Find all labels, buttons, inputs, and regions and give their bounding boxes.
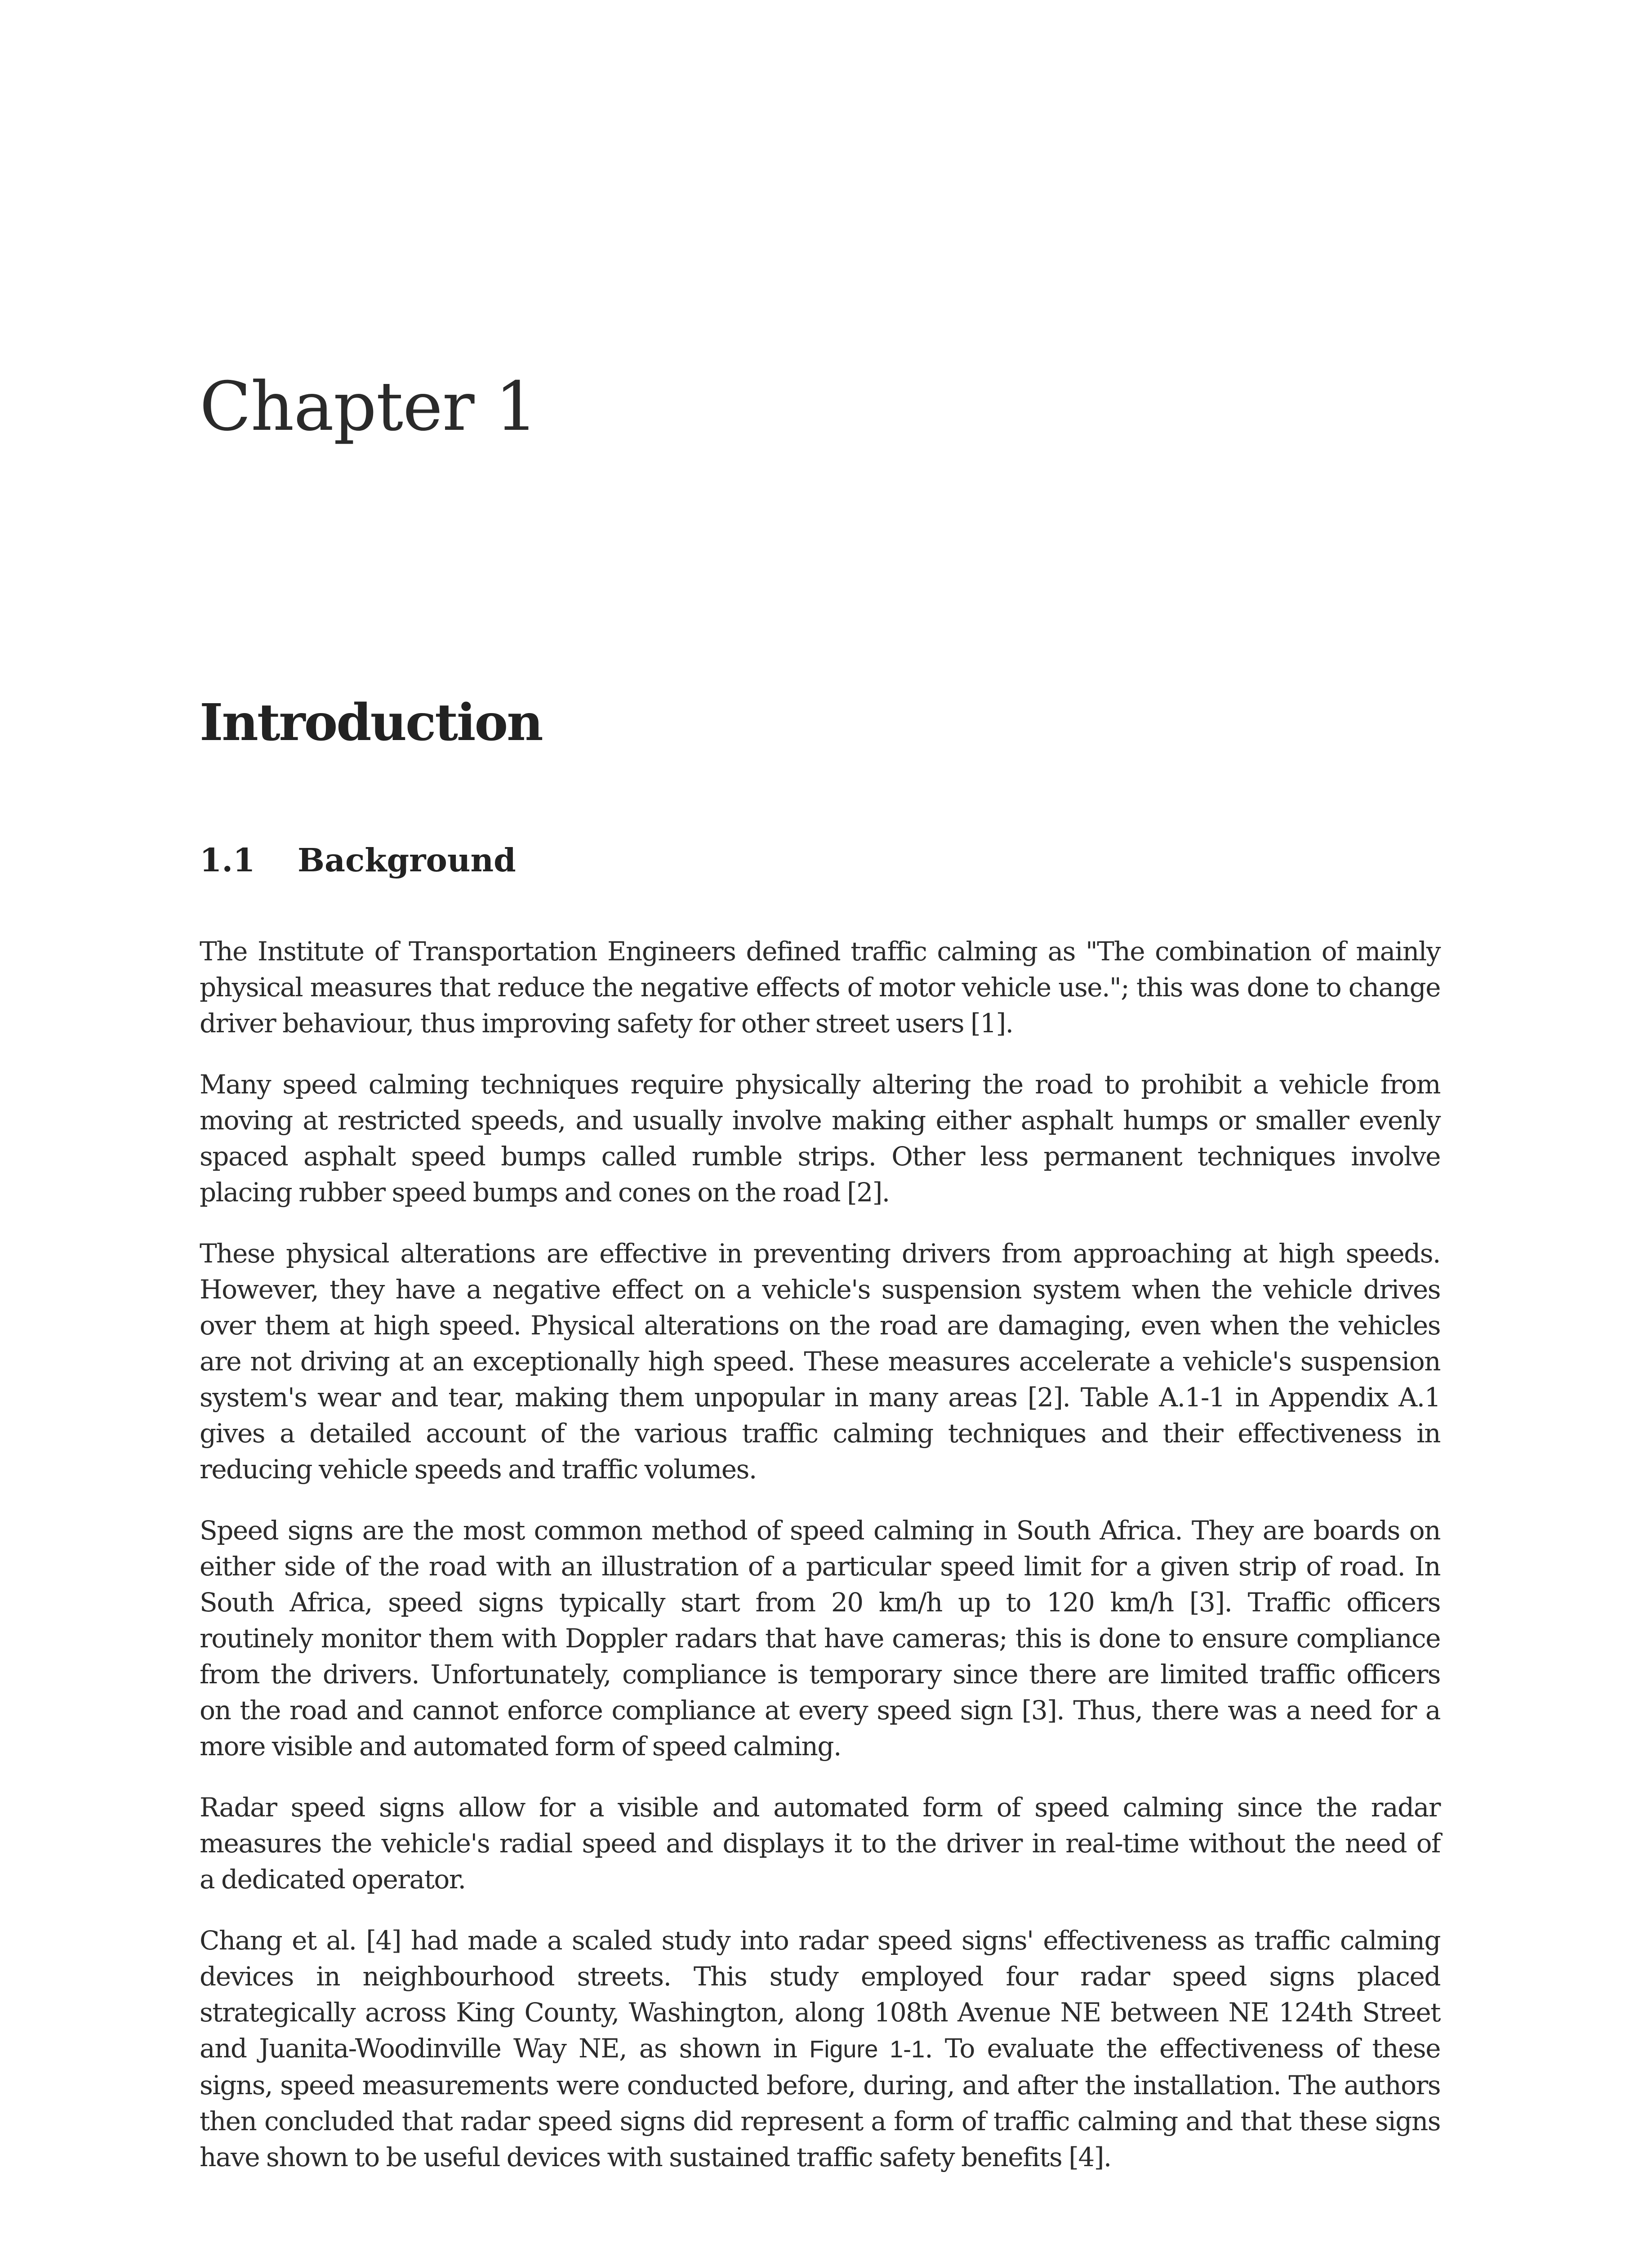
paragraph-line: measures the vehicle's radial speed and displays it to the driver in real-time without the need of <box>200 1828 1440 1859</box>
figure-reference-link[interactable]: Figure 1-1 <box>809 2036 925 2063</box>
chapter-label: Chapter 1 <box>200 368 538 446</box>
paragraph-line: reducing vehicle speeds and traffic volumes. <box>200 1454 757 1485</box>
section-heading <box>200 841 516 879</box>
paragraph-line: over them at high speed. Physical alterations on the road are damaging, even when the vehicles <box>200 1310 1440 1341</box>
paragraph-line: system's wear and tear, making them unpopular in many areas [2]. Table A.1-1 in Appendix A.1 <box>200 1382 1440 1413</box>
paragraph-line: The Institute of Transportation Engineers defined traffic calming as "The combination of mainly <box>200 936 1440 967</box>
paragraph-line-with-figure-ref <box>200 2030 1440 2067</box>
paragraph-line-text: and Juanita-Woodinville Way NE, as shown in <box>200 2033 810 2064</box>
paragraph-line: placing rubber speed bumps and cones on the road [2]. <box>200 1177 890 1208</box>
paragraph-5 <box>200 1789 1440 1897</box>
paragraph-line: gives a detailed account of the various traffic calming techniques and their effectiveness in <box>200 1418 1440 1449</box>
paragraph-line: more visible and automated form of speed calming. <box>200 1731 841 1762</box>
paragraph-line: strategically across King County, Washington, along 108th Avenue NE between NE 124th Street <box>200 1997 1440 2028</box>
paragraph-line: driver behaviour, thus improving safety for other street users [1]. <box>200 1008 1013 1039</box>
paragraph-line: either side of the road with an illustration of a particular speed limit for a given strip of road. In <box>200 1551 1440 1582</box>
paragraph-line: have shown to be useful devices with sustained traffic safety benefits [4]. <box>200 2142 1111 2172</box>
section-title: Background <box>298 841 516 879</box>
paragraph-line: Many speed calming techniques require physically altering the road to prohibit a vehicle from <box>200 1069 1440 1100</box>
paragraph-line-text: . To evaluate the effectiveness of these <box>925 2033 1440 2064</box>
body-text <box>200 933 1440 2200</box>
paragraph-6 <box>200 1922 1440 2175</box>
paragraph-line: then concluded that radar speed signs did represent a form of traffic calming and that these signs <box>200 2106 1440 2136</box>
paragraph-line: Speed signs are the most common method of speed calming in South Africa. They are boards on <box>200 1515 1440 1546</box>
paragraph-line: These physical alterations are effective in preventing drivers from approaching at high speeds. <box>200 1238 1440 1269</box>
paragraph-line: South Africa, speed signs typically start from 20 km/h up to 120 km/h [3]. Traffic officers <box>200 1587 1440 1618</box>
paragraph-line: are not driving at an exceptionally high speed. These measures accelerate a vehicle's suspension <box>200 1346 1440 1377</box>
paragraph-line: a dedicated operator. <box>200 1864 466 1895</box>
paragraph-4 <box>200 1512 1440 1764</box>
chapter-title: Introduction <box>200 693 542 752</box>
paragraph-1 <box>200 933 1440 1041</box>
paragraph-line: physical measures that reduce the negative effects of motor vehicle use."; this was done to change <box>200 972 1440 1003</box>
paragraph-line: spaced asphalt speed bumps called rumble strips. Other less permanent techniques involve <box>200 1141 1440 1172</box>
paragraph-line: devices in neighbourhood streets. This study employed four radar speed signs placed <box>200 1961 1440 1992</box>
paragraph-line: routinely monitor them with Doppler radars that have cameras; this is done to ensure compliance <box>200 1623 1440 1654</box>
paragraph-line: Chang et al. [4] had made a scaled study into radar speed signs' effectiveness as traffic calming <box>200 1925 1440 1956</box>
paragraph-line: from the drivers. Unfortunately, compliance is temporary since there are limited traffic officers <box>200 1659 1440 1690</box>
paragraph-line: signs, speed measurements were conducted before, during, and after the installation. The authors <box>200 2070 1440 2101</box>
paragraph-3 <box>200 1236 1440 1487</box>
paragraph-line: However, they have a negative effect on a vehicle's suspension system when the vehicle drives <box>200 1274 1440 1305</box>
section-number: 1.1 <box>200 841 255 879</box>
paragraph-2 <box>200 1066 1440 1210</box>
paragraph-line: on the road and cannot enforce compliance at every speed sign [3]. Thus, there was a need for a <box>200 1695 1440 1726</box>
paragraph-line: Radar speed signs allow for a visible and automated form of speed calming since the radar <box>200 1792 1440 1823</box>
paragraph-line: moving at restricted speeds, and usually involve making either asphalt humps or smaller evenly <box>200 1105 1440 1136</box>
